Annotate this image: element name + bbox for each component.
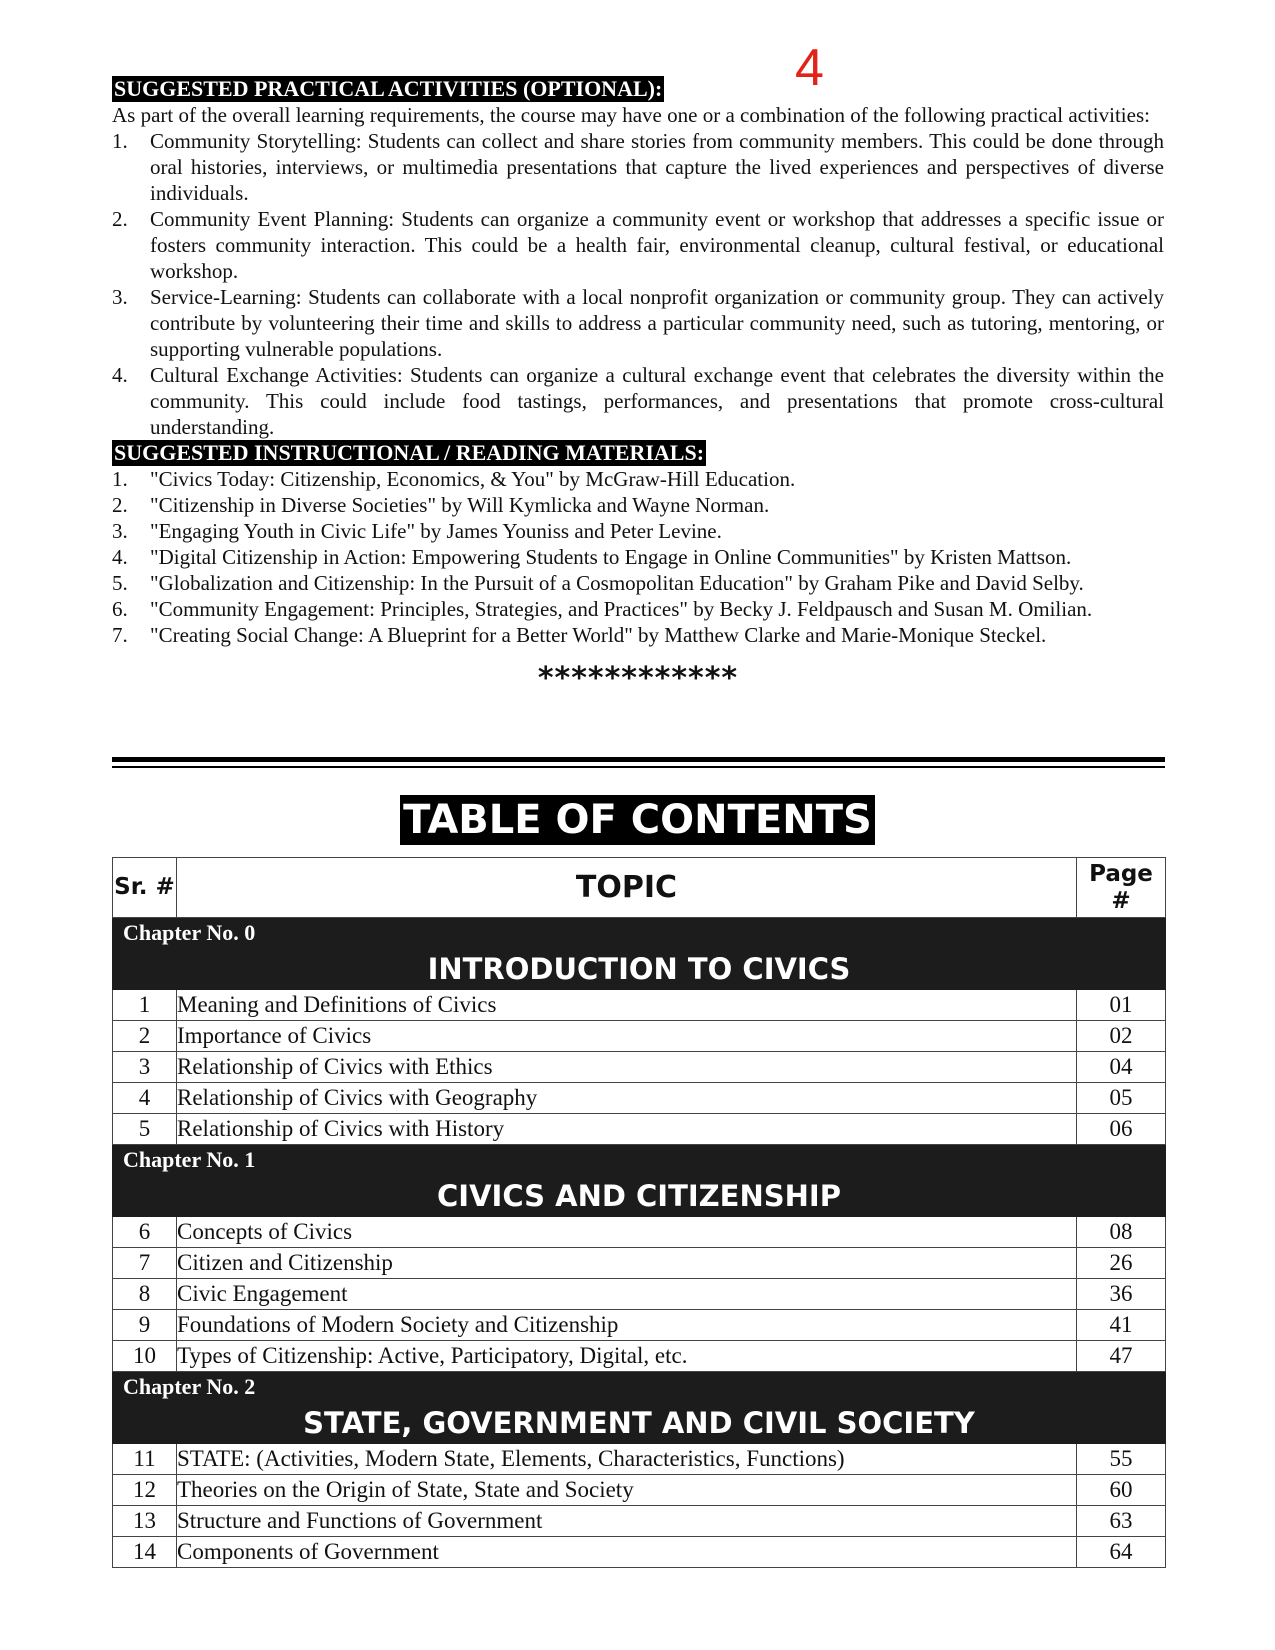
chapter-title-row xyxy=(113,1176,1166,1217)
row-sr: 12 xyxy=(113,1475,177,1506)
item-text: Community Storytelling: Students can collect and share stories from community members. This could be done through oral histories, interviews, or multimedia presentations that capture the lived experiences and perspectives of diverse individuals. xyxy=(150,129,1164,205)
toc-title-wrapper xyxy=(0,795,1275,845)
row-page: 60 xyxy=(1077,1475,1166,1506)
divider-thick xyxy=(112,757,1165,762)
list-item xyxy=(112,466,1164,492)
chapter-label-row xyxy=(113,918,1166,949)
item-text: "Community Engagement: Principles, Strategies, and Practices" by Becky J. Feldpausch and Susan M. Omilian. xyxy=(150,597,1093,621)
row-topic: STATE: (Activities, Modern State, Elements, Characteristics, Functions) xyxy=(177,1444,1077,1475)
item-number: 7. xyxy=(112,623,128,647)
item-text: Community Event Planning: Students can organize a community event or workshop that addresses a specific issue or fosters community interaction. This could be a health fair, environmental cleanup, cultural festival, or educational workshop. xyxy=(150,207,1164,283)
table-row xyxy=(113,1083,1166,1114)
header-topic: TOPIC xyxy=(177,858,1077,918)
row-topic: Civic Engagement xyxy=(177,1279,1077,1310)
list-item xyxy=(112,544,1164,570)
table-row xyxy=(113,1052,1166,1083)
row-topic: Structure and Functions of Government xyxy=(177,1506,1077,1537)
reading-materials-list xyxy=(112,466,1164,648)
row-page: 55 xyxy=(1077,1444,1166,1475)
item-text: "Citizenship in Diverse Societies" by Will Kymlicka and Wayne Norman. xyxy=(150,493,770,517)
table-row xyxy=(113,1475,1166,1506)
item-text: "Engaging Youth in Civic Life" by James Youniss and Peter Levine. xyxy=(150,519,722,543)
row-topic: Importance of Civics xyxy=(177,1021,1077,1052)
row-page: 05 xyxy=(1077,1083,1166,1114)
table-row xyxy=(113,1217,1166,1248)
table-row xyxy=(113,1310,1166,1341)
row-page: 36 xyxy=(1077,1279,1166,1310)
item-number: 1. xyxy=(112,129,128,153)
row-sr: 11 xyxy=(113,1444,177,1475)
table-row xyxy=(113,1537,1166,1568)
list-item xyxy=(112,596,1164,622)
row-sr: 3 xyxy=(113,1052,177,1083)
table-row xyxy=(113,1248,1166,1279)
table-row xyxy=(113,1506,1166,1537)
item-number: 3. xyxy=(112,519,128,543)
row-topic: Theories on the Origin of State, State and Society xyxy=(177,1475,1077,1506)
chapter-title: INTRODUCTION TO CIVICS xyxy=(113,949,1166,990)
row-page: 01 xyxy=(1077,990,1166,1021)
header-sr: Sr. # xyxy=(113,858,177,918)
practical-activities-intro: As part of the overall learning requirements, the course may have one or a combination of the following practical activities: xyxy=(112,103,1150,127)
row-topic: Relationship of Civics with History xyxy=(177,1114,1077,1145)
header-page: Page # xyxy=(1077,858,1166,918)
chapter-title: CIVICS AND CITIZENSHIP xyxy=(113,1176,1166,1217)
row-topic: Relationship of Civics with Ethics xyxy=(177,1052,1077,1083)
table-row xyxy=(113,1444,1166,1475)
row-sr: 8 xyxy=(113,1279,177,1310)
row-sr: 13 xyxy=(113,1506,177,1537)
row-sr: 9 xyxy=(113,1310,177,1341)
row-page: 08 xyxy=(1077,1217,1166,1248)
chapter-label: Chapter No. 1 xyxy=(113,1145,1166,1176)
row-topic: Relationship of Civics with Geography xyxy=(177,1083,1077,1114)
row-page: 41 xyxy=(1077,1310,1166,1341)
item-number: 6. xyxy=(112,597,128,621)
row-topic: Concepts of Civics xyxy=(177,1217,1077,1248)
list-item xyxy=(112,492,1164,518)
item-text: "Digital Citizenship in Action: Empowering Students to Engage in Online Communities" by Kristen Mattson. xyxy=(150,545,1072,569)
item-text: "Globalization and Citizenship: In the Pursuit of a Cosmopolitan Education" by Graham Pike and David Selby. xyxy=(150,571,1084,595)
list-item xyxy=(112,570,1164,596)
row-sr: 2 xyxy=(113,1021,177,1052)
row-sr: 7 xyxy=(113,1248,177,1279)
toc-title: TABLE OF CONTENTS xyxy=(400,795,875,845)
page-number: 4 xyxy=(795,39,824,97)
item-number: 3. xyxy=(112,285,128,309)
row-sr: 6 xyxy=(113,1217,177,1248)
item-text: "Civics Today: Citizenship, Economics, & You" by McGraw-Hill Education. xyxy=(150,467,796,491)
table-row xyxy=(113,1114,1166,1145)
practical-activities-heading: SUGGESTED PRACTICAL ACTIVITIES (OPTIONAL): xyxy=(114,76,663,101)
item-number: 4. xyxy=(112,363,128,387)
item-number: 4. xyxy=(112,545,128,569)
item-number: 1. xyxy=(112,467,128,491)
item-text: "Creating Social Change: A Blueprint for a Better World" by Matthew Clarke and Marie-Monique Steckel. xyxy=(150,623,1047,647)
chapter-title-row xyxy=(113,1403,1166,1444)
list-item xyxy=(112,622,1164,648)
reading-materials-heading: SUGGESTED INSTRUCTIONAL / READING MATERIALS: xyxy=(114,440,705,465)
row-topic: Citizen and Citizenship xyxy=(177,1248,1077,1279)
row-sr: 14 xyxy=(113,1537,177,1568)
item-number: 2. xyxy=(112,493,128,517)
row-topic: Components of Government xyxy=(177,1537,1077,1568)
item-text: Service-Learning: Students can collaborate with a local nonprofit organization or community group. They can actively contribute by volunteering their time and skills to address a particular community need, such as tutoring, mentoring, or supporting vulnerable populations. xyxy=(150,285,1164,361)
table-row xyxy=(113,1021,1166,1052)
row-sr: 1 xyxy=(113,990,177,1021)
row-page: 47 xyxy=(1077,1341,1166,1372)
row-page: 06 xyxy=(1077,1114,1166,1145)
syllabus-section xyxy=(112,76,1164,696)
row-page: 64 xyxy=(1077,1537,1166,1568)
row-sr: 10 xyxy=(113,1341,177,1372)
item-text: Cultural Exchange Activities: Students can organize a cultural exchange event that celebrates the diversity within the community. This could include food tastings, performances, and presentations that promote cross-cultural understanding. xyxy=(150,363,1164,439)
chapter-title: STATE, GOVERNMENT AND CIVIL SOCIETY xyxy=(113,1403,1166,1444)
chapter-label: Chapter No. 0 xyxy=(113,918,1166,949)
list-item xyxy=(112,284,1164,362)
chapter-label-row xyxy=(113,1145,1166,1176)
row-topic: Foundations of Modern Society and Citizenship xyxy=(177,1310,1077,1341)
chapter-title-row xyxy=(113,949,1166,990)
row-page: 04 xyxy=(1077,1052,1166,1083)
list-item xyxy=(112,206,1164,284)
toc-header-row xyxy=(113,858,1166,918)
row-page: 63 xyxy=(1077,1506,1166,1537)
toc-table xyxy=(112,857,1166,1568)
item-number: 5. xyxy=(112,571,128,595)
row-page: 02 xyxy=(1077,1021,1166,1052)
list-item xyxy=(112,128,1164,206)
row-topic: Types of Citizenship: Active, Participatory, Digital, etc. xyxy=(177,1341,1077,1372)
row-sr: 5 xyxy=(113,1114,177,1145)
row-topic: Meaning and Definitions of Civics xyxy=(177,990,1077,1021)
table-row xyxy=(113,1341,1166,1372)
item-number: 2. xyxy=(112,207,128,231)
table-row xyxy=(113,1279,1166,1310)
table-row xyxy=(113,990,1166,1021)
list-item xyxy=(112,518,1164,544)
divider-thin xyxy=(112,766,1165,768)
chapter-label: Chapter No. 2 xyxy=(113,1372,1166,1403)
row-sr: 4 xyxy=(113,1083,177,1114)
practical-activities-list xyxy=(112,128,1164,440)
toc-body xyxy=(113,858,1166,1568)
list-item xyxy=(112,362,1164,440)
chapter-label-row xyxy=(113,1372,1166,1403)
row-page: 26 xyxy=(1077,1248,1166,1279)
section-separator: ************ xyxy=(537,661,739,696)
